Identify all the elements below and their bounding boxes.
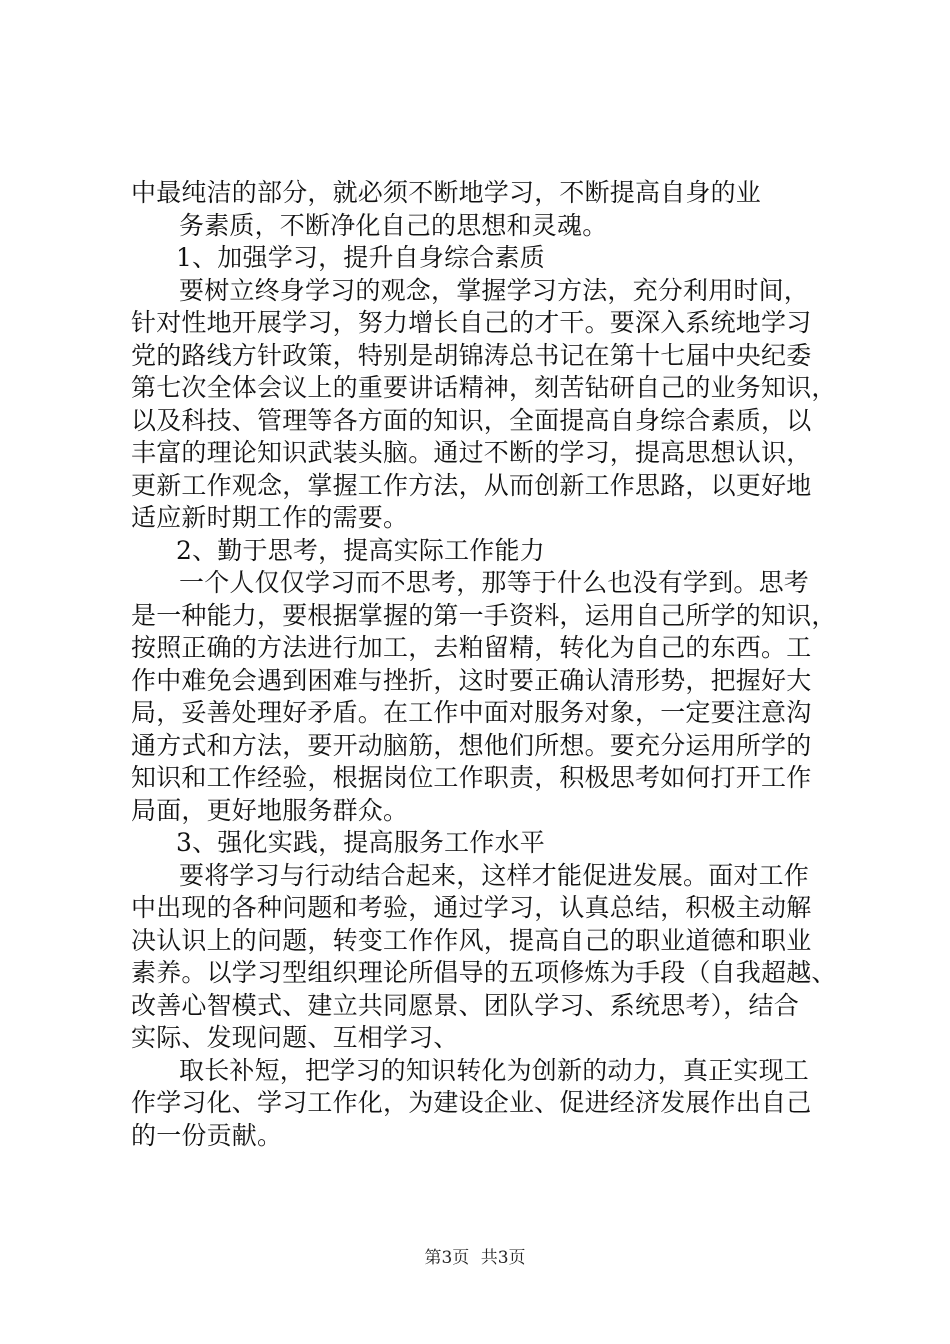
- text-line: 的一份贡献。: [131, 1120, 283, 1150]
- text-line: 以及科技、管理等各方面的知识，全面提高自身综合素质，以: [131, 405, 812, 435]
- text-line: 素养。以学习型组织理论所倡导的五项修炼为手段（自我超越、: [131, 958, 837, 987]
- section-heading: 2、勤于思考，提高实际工作能力: [176, 535, 545, 565]
- text-line: 丰富的理论知识武装头脑。通过不断的学习，提高思想认识，: [131, 438, 812, 467]
- text-line: 决认识上的问题，转变工作作风，提高自己的职业道德和职业: [131, 925, 812, 955]
- page-footer: [0, 1243, 950, 1268]
- text-line: 针对性地开展学习，努力增长自己的才干。要深入系统地学习: [131, 308, 812, 337]
- page-number: 第3页: [424, 1248, 470, 1268]
- text-line: 取长补短，把学习的知识转化为创新的动力，真正实现工: [179, 1055, 810, 1085]
- text-line: 中出现的各种问题和考验，通过学习，认真总结，积极主动解: [131, 893, 812, 922]
- text-line: 是一种能力，要根据掌握的第一手资料，运用自己所学的知识，: [131, 600, 837, 630]
- text-line: 中最纯洁的部分，就必须不断地学习，不断提高自身的业: [131, 178, 762, 207]
- text-line: 改善心智模式、建立共同愿景、团队学习、系统思考），结合: [131, 990, 799, 1020]
- section-heading: 1、加强学习，提升自身综合素质: [176, 243, 545, 272]
- text-line: 实际、发现问题、互相学习、: [131, 1023, 459, 1052]
- document-body: [131, 177, 841, 1152]
- text-line: 党的路线方针政策，特别是胡锦涛总书记在第十七届中央纪委: [131, 340, 812, 370]
- text-line: 按照正确的方法进行加工，去粕留精，转化为自己的东西。工: [131, 633, 812, 662]
- text-line: 知识和工作经验，根据岗位工作职责，积极思考如何打开工作: [131, 763, 812, 792]
- text-line: 要将学习与行动结合起来，这样才能促进发展。面对工作: [179, 860, 810, 890]
- text-line: 务素质，不断净化自己的思想和灵魂。: [179, 210, 608, 240]
- text-line: 局，妥善处理好矛盾。在工作中面对服务对象，一定要注意沟: [131, 698, 812, 727]
- page-total: 共3页: [480, 1248, 526, 1268]
- text-line: 适应新时期工作的需要。: [131, 503, 409, 532]
- text-line: 作学习化、学习工作化，为建设企业、促进经济发展作出自己: [131, 1088, 812, 1117]
- text-line: 通方式和方法，要开动脑筋，想他们所想。要充分运用所学的: [131, 730, 812, 760]
- text-line: 局面，更好地服务群众。: [131, 795, 409, 825]
- text-line: 更新工作观念，掌握工作方法，从而创新工作思路，以更好地: [131, 470, 812, 500]
- text-line: 第七次全体会议上的重要讲话精神，刻苦钻研自己的业务知识，: [131, 373, 837, 402]
- text-line: 要树立终身学习的观念，掌握学习方法，充分利用时间，: [179, 275, 810, 305]
- text-line: 一个人仅仅学习而不思考，那等于什么也没有学到。思考: [179, 568, 810, 597]
- text-line: 作中难免会遇到困难与挫折，这时要正确认清形势，把握好大: [131, 665, 812, 695]
- section-heading: 3、强化实践，提高服务工作水平: [176, 828, 545, 857]
